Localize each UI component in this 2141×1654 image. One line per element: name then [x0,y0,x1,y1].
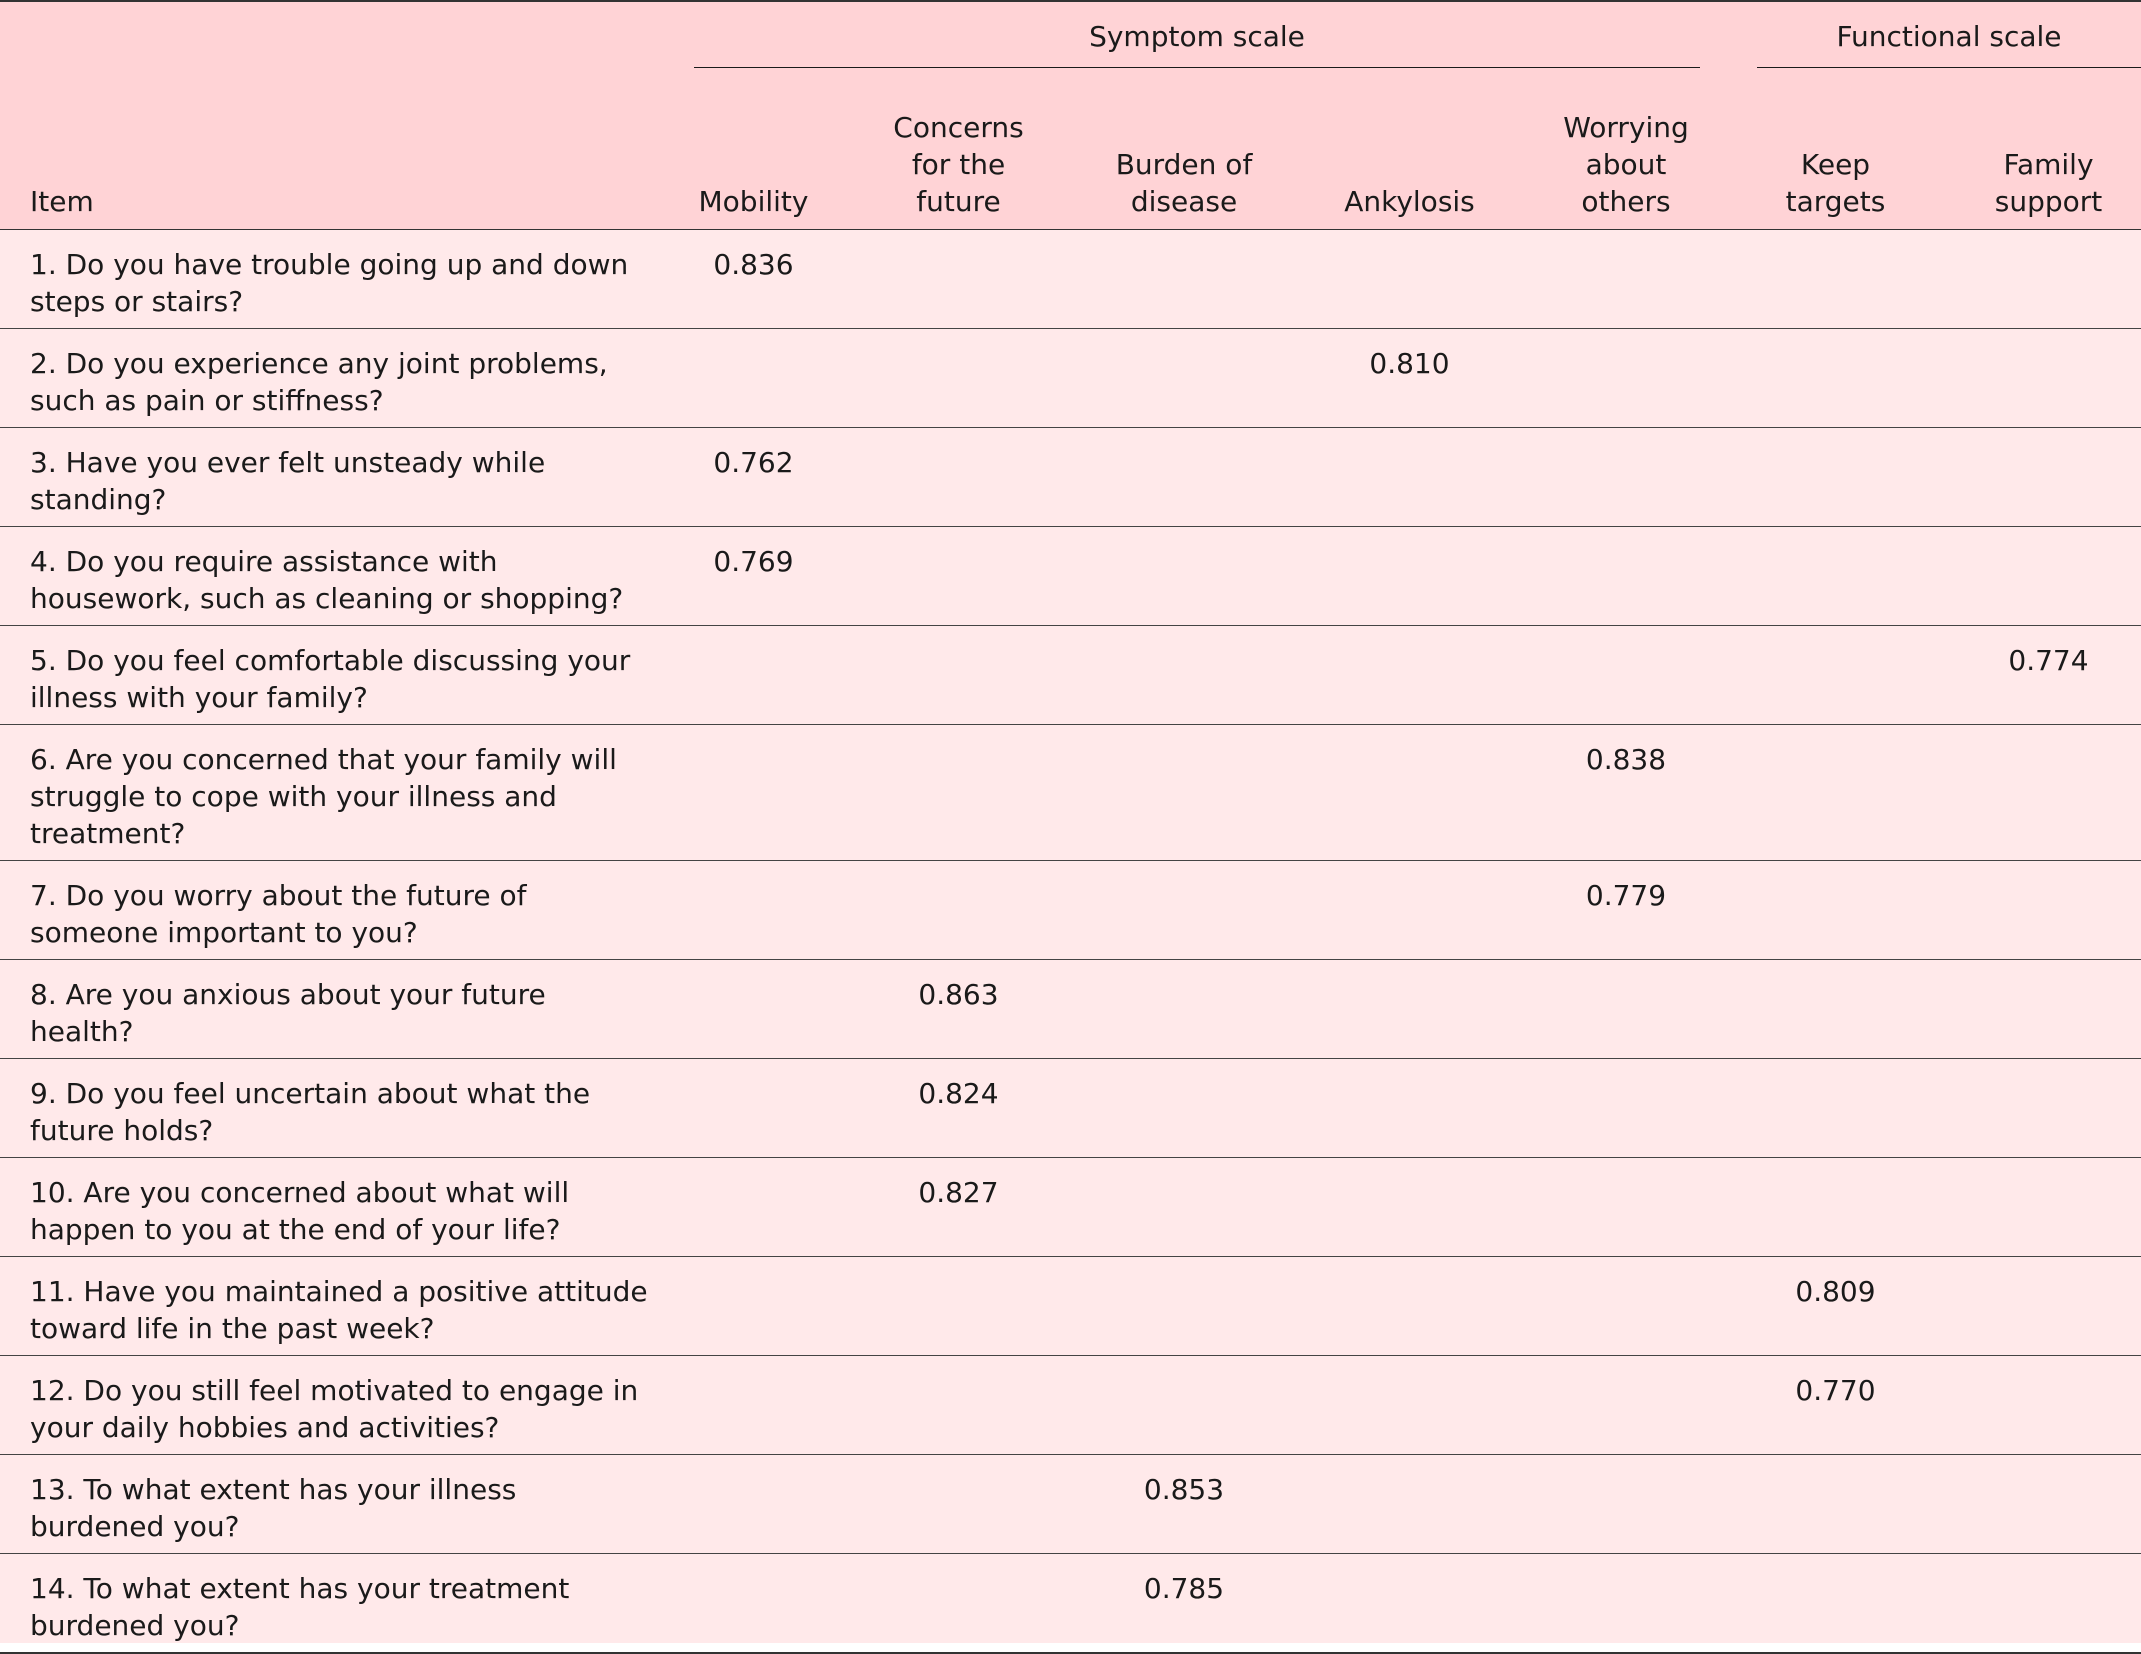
loading-value-worrying [1537,1257,1715,1356]
loading-value-worrying [1537,230,1715,329]
loading-value-burden [1086,1257,1282,1356]
loading-value-worrying: 0.838 [1585,743,1667,776]
column-header-item: Item [0,81,676,230]
loading-value-keep [1715,527,1956,626]
column-header-line: Burden of [1115,148,1253,181]
loading-value-concerns [831,1257,1086,1356]
column-header-line: Concerns [893,111,1024,144]
loading-value-ankylosis [1282,960,1537,1059]
loading-value-worrying [1537,1356,1715,1455]
loading-value-mobility [676,626,831,725]
loading-value-concerns: 0.824 [918,1077,999,1110]
loading-value-keep [1715,725,1956,861]
column-header-burden [1086,81,1282,230]
loading-value-concerns [831,1554,1086,1654]
item-question: 6. Are you concerned that your family will struggle to cope with your illness and treatment? [30,743,617,850]
table-row [0,861,2141,960]
item-question: 14. To what extent has your treatment burdened you? [30,1572,570,1642]
loading-value-ankylosis [1282,1257,1537,1356]
loading-value-keep [1715,960,1956,1059]
item-question: 10. Are you concerned about what will happen to you at the end of your life? [30,1176,570,1246]
table-row [0,725,2141,861]
loading-value-worrying: 0.779 [1585,879,1667,912]
item-question: 13. To what extent has your illness burdened you? [30,1473,517,1543]
table-row [0,1455,2141,1554]
loading-value-ankylosis [1282,1059,1537,1158]
loading-value-ankylosis [1282,230,1537,329]
loading-value-burden [1086,230,1282,329]
loading-value-concerns [831,861,1086,960]
loading-value-mobility [676,861,831,960]
loading-value-mobility [676,1158,831,1257]
loading-value-burden [1086,1356,1282,1455]
table-row [0,1356,2141,1455]
column-header-line: others [1581,185,1671,218]
loading-value-keep [1715,861,1956,960]
loading-value-keep [1715,329,1956,428]
loading-value-concerns [831,1356,1086,1455]
loading-value-keep [1715,1158,1956,1257]
column-header-worrying [1537,81,1715,230]
symptom-scale-header [676,1,1715,81]
loading-value-concerns [831,230,1086,329]
loading-value-concerns: 0.827 [918,1176,999,1209]
item-question: 9. Do you feel uncertain about what the future holds? [30,1077,591,1147]
loading-value-family: 0.774 [2008,644,2089,677]
loading-value-worrying [1537,527,1715,626]
loading-value-mobility [676,1257,831,1356]
table-row [0,1554,2141,1654]
loading-value-family [1956,1554,2141,1654]
loading-value-keep [1715,230,1956,329]
loading-value-burden [1086,725,1282,861]
item-question: 4. Do you require assistance with housework, such as cleaning or shopping? [30,545,624,615]
loading-value-keep: 0.809 [1795,1275,1876,1308]
loading-value-mobility [676,960,831,1059]
loading-value-ankylosis [1282,428,1537,527]
loading-value-mobility: 0.762 [713,446,794,479]
loading-value-family [1956,428,2141,527]
header-group-row [0,1,2141,81]
loading-value-burden: 0.853 [1143,1473,1225,1506]
loading-value-worrying [1537,1158,1715,1257]
item-question: 2. Do you experience any joint problems, such as pain or stiffness? [30,347,608,417]
loading-value-keep [1715,1059,1956,1158]
column-header-line: about [1585,148,1667,181]
loading-value-family [1956,527,2141,626]
loading-value-worrying [1537,1059,1715,1158]
header-column-row [0,81,2141,230]
loading-value-burden [1086,1059,1282,1158]
loading-value-mobility [676,1455,831,1554]
column-header-concerns [831,81,1086,230]
loading-value-family [1956,1257,2141,1356]
loading-value-mobility [676,329,831,428]
column-header-line: disease [1130,185,1238,218]
loading-value-mobility [676,725,831,861]
loading-value-keep [1715,626,1956,725]
table-row [0,960,2141,1059]
loading-value-concerns [831,1455,1086,1554]
loading-value-ankylosis [1282,1158,1537,1257]
loading-value-worrying [1537,1554,1715,1654]
item-question: 12. Do you still feel motivated to engage in your daily hobbies and activities? [30,1374,639,1444]
column-header-line: for the [911,148,1006,181]
item-question: 1. Do you have trouble going up and down steps or stairs? [30,248,629,318]
loading-value-burden [1086,1158,1282,1257]
loading-value-worrying [1537,428,1715,527]
loading-value-worrying [1537,329,1715,428]
loading-value-family [1956,230,2141,329]
functional-scale-header [1715,1,2141,81]
loading-value-ankylosis: 0.810 [1369,347,1450,380]
column-header-ankylosis [1282,81,1537,230]
loading-value-family [1956,960,2141,1059]
item-question: 11. Have you maintained a positive attitude toward life in the past week? [30,1275,648,1345]
table-row [0,329,2141,428]
symptom-scale-label: Symptom scale [694,18,1700,68]
item-question: 3. Have you ever felt unsteady while standing? [30,446,546,516]
table-row [0,1257,2141,1356]
loading-value-ankylosis [1282,1356,1537,1455]
item-question: 5. Do you feel comfortable discussing your illness with your family? [30,644,631,714]
loading-value-family [1956,329,2141,428]
table-row [0,230,2141,329]
column-header-line: Keep [1800,148,1871,181]
loading-value-keep: 0.770 [1795,1374,1876,1407]
table-row [0,1158,2141,1257]
column-header-line: support [1994,185,2103,218]
item-question: 7. Do you worry about the future of someone important to you? [30,879,527,949]
loading-value-concerns: 0.863 [918,978,999,1011]
table-header [0,1,2141,230]
loading-value-family [1956,725,2141,861]
loading-value-burden [1086,527,1282,626]
loading-value-mobility: 0.769 [713,545,794,578]
loading-value-burden [1086,626,1282,725]
loading-value-family [1956,1455,2141,1554]
loading-value-family [1956,1158,2141,1257]
table-row [0,527,2141,626]
loading-value-family [1956,1059,2141,1158]
loading-value-concerns [831,329,1086,428]
loading-value-family [1956,1356,2141,1455]
loading-value-ankylosis [1282,1554,1537,1654]
loading-value-mobility [676,1356,831,1455]
loading-value-ankylosis [1282,861,1537,960]
column-header-line: Family [2003,148,2094,181]
column-header-line: future [916,185,1001,218]
loading-value-burden [1086,861,1282,960]
column-header-family [1956,81,2141,230]
loading-value-mobility [676,1554,831,1654]
loading-value-concerns [831,527,1086,626]
loading-value-worrying [1537,960,1715,1059]
loading-value-worrying [1537,1455,1715,1554]
loading-value-ankylosis [1282,527,1537,626]
loading-value-keep [1715,1455,1956,1554]
loading-value-concerns [831,428,1086,527]
loading-value-burden [1086,428,1282,527]
table-row [0,1059,2141,1158]
column-header-line: Mobility [698,185,809,218]
column-header-line: targets [1785,185,1886,218]
table-body [0,230,2141,1654]
functional-scale-label: Functional scale [1757,18,2141,68]
loading-value-mobility [676,1059,831,1158]
table-row [0,428,2141,527]
loading-value-family [1956,861,2141,960]
table-row [0,626,2141,725]
column-header-line: Worrying [1563,111,1689,144]
loading-value-burden: 0.785 [1143,1572,1225,1605]
column-header-keep [1715,81,1956,230]
column-header-line: Ankylosis [1344,185,1475,218]
loading-value-ankylosis [1282,1455,1537,1554]
loading-value-ankylosis [1282,626,1537,725]
loading-value-mobility: 0.836 [713,248,794,281]
loading-value-burden [1086,960,1282,1059]
loading-value-keep [1715,1554,1956,1654]
item-question: 8. Are you anxious about your future health? [30,978,546,1048]
loading-value-concerns [831,626,1086,725]
loading-value-burden [1086,329,1282,428]
loading-value-worrying [1537,626,1715,725]
loading-value-ankylosis [1282,725,1537,861]
header-empty-cell [0,1,676,81]
loading-value-concerns [831,725,1086,861]
loading-value-keep [1715,428,1956,527]
column-header-mobility [676,81,831,230]
